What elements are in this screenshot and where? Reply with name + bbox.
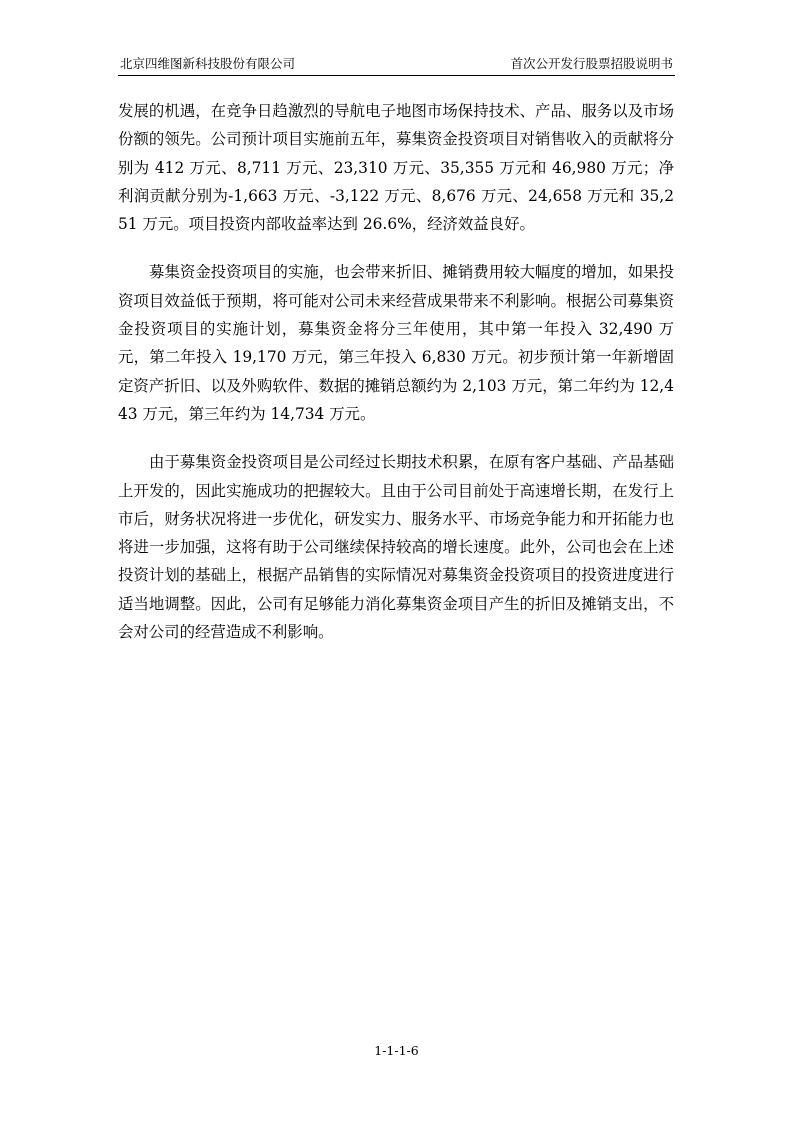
body-text [118,97,674,666]
paragraph-absorption-capacity: 由于募集资金投资项目是公司经过长期技术积累，在原有客户基础、产品基础上开发的，因此实施成功的把握较大。且由于公司目前处于高速增长期，在发行上市后，财务状况将进一步优化，研发实力、服务水平、市场竞争能力和开拓能力也将进一步加强，这将有助于公司继续保持较高的增长速度。此外，公司也会在上述投资计划的基础上，根据产品销售的实际情况对募集资金投资项目的投资进度进行适当地调整。因此，公司有足够能力消化募集资金项目产生的折旧及摊销支出，不会对公司的经营造成不利影响。 [118,453,674,642]
header-company-name: 北京四维图新科技股份有限公司 [120,56,296,71]
page-header [118,55,675,76]
paragraph-continuation: 发展的机遇，在竞争日趋激烈的导航电子地图市场保持技术、产品、服务以及市场份额的领先。公司预计项目实施前五年，募集资金投资项目对销售收入的贡献将分别为 412 万元、8,711 万元、23,310 万元、35,355 万元和 46,980 万元；净利润贡献分别为-1,663 万元、-3,122 万元、8,676 万元、24,658 万元和 35,251 万元。项目投资内部收益率达到 26.6%，经济效益良好。 [118,102,674,234]
paragraph-depreciation-risk: 募集资金投资项目的实施，也会带来折旧、摊销费用较大幅度的增加，如果投资项目效益低于预期，将可能对公司未来经营成果带来不利影响。根据公司募集资金投资项目的实施计划，募集资金将分三年使用，其中第一年投入 32,490 万元，第二年投入 19,170 万元，第三年投入 6,830 万元。初步预计第一年新增固定资产折旧、以及外购软件、数据的摊销总额约为 2,103 万元，第二年约为 12,443 万元，第三年约为 14,734 万元。 [118,263,674,423]
page-number: 1-1-1-6 [374,1043,419,1058]
header-document-title: 首次公开发行股票招股说明书 [510,56,673,71]
